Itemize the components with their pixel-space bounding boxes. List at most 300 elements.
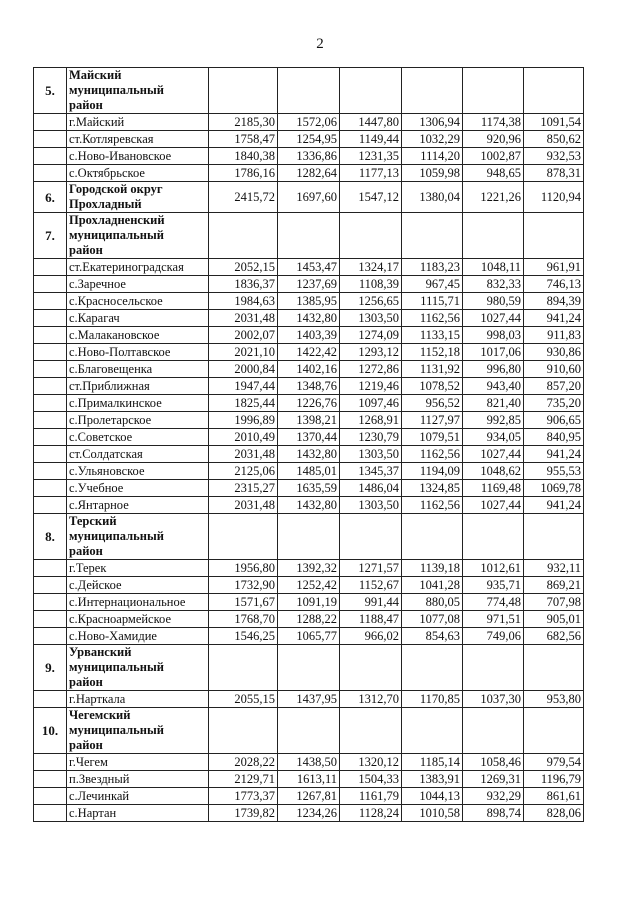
value-cell: 2021,10 — [209, 344, 278, 361]
empty-number-cell — [34, 327, 67, 344]
value-cell: 932,53 — [524, 148, 584, 165]
value-cell: 1432,80 — [278, 310, 340, 327]
value-cell: 1162,56 — [402, 310, 463, 327]
section-title — [67, 514, 209, 560]
empty-number-cell — [34, 114, 67, 131]
value-cell: 1303,50 — [340, 310, 402, 327]
table-row — [34, 259, 584, 276]
value-cell: 1079,51 — [402, 429, 463, 446]
page-number: 2 — [316, 36, 324, 52]
value-cell: 948,65 — [463, 165, 524, 182]
empty-cell — [402, 514, 463, 560]
value-cell: 1078,52 — [402, 378, 463, 395]
value-cell: 1312,70 — [340, 691, 402, 708]
settlement-name: ст.Екатериноградская — [67, 259, 209, 276]
value-cell: 898,74 — [463, 805, 524, 822]
value-cell: 2315,27 — [209, 480, 278, 497]
table-row — [34, 577, 584, 594]
section-title-line: Майский — [69, 68, 122, 82]
value-cell: 1097,46 — [340, 395, 402, 412]
empty-number-cell — [34, 788, 67, 805]
value-cell: 749,06 — [463, 628, 524, 645]
empty-number-cell — [34, 754, 67, 771]
value-cell: 1947,44 — [209, 378, 278, 395]
value-cell: 1010,58 — [402, 805, 463, 822]
value-cell: 2000,84 — [209, 361, 278, 378]
empty-number-cell — [34, 148, 67, 165]
value-cell: 932,29 — [463, 788, 524, 805]
settlement-name: с.Малакановское — [67, 327, 209, 344]
empty-number-cell — [34, 446, 67, 463]
section-number: 9. — [34, 645, 67, 691]
empty-cell — [278, 645, 340, 691]
value-cell: 1161,79 — [340, 788, 402, 805]
value-cell: 910,60 — [524, 361, 584, 378]
section-title-line: район — [69, 243, 103, 257]
empty-number-cell — [34, 344, 67, 361]
value-cell: 941,24 — [524, 446, 584, 463]
section-title — [67, 708, 209, 754]
value-cell: 1027,44 — [463, 497, 524, 514]
value-cell: 1048,62 — [463, 463, 524, 480]
empty-cell — [463, 68, 524, 114]
value-cell: 1139,18 — [402, 560, 463, 577]
value-cell: 821,40 — [463, 395, 524, 412]
value-cell: 1288,22 — [278, 611, 340, 628]
value-cell: 2031,48 — [209, 497, 278, 514]
table-row — [34, 691, 584, 708]
section-title-line: муниципальный — [69, 660, 164, 674]
settlement-name: с.Красноармейское — [67, 611, 209, 628]
value-cell: 1282,64 — [278, 165, 340, 182]
table-row — [34, 344, 584, 361]
empty-cell — [524, 514, 584, 560]
value-cell: 1230,79 — [340, 429, 402, 446]
value-cell: 1432,80 — [278, 446, 340, 463]
value-cell: 1267,81 — [278, 788, 340, 805]
empty-cell — [209, 708, 278, 754]
section-number: 6. — [34, 182, 67, 213]
empty-cell — [209, 514, 278, 560]
empty-number-cell — [34, 628, 67, 645]
value-cell: 1177,13 — [340, 165, 402, 182]
value-cell: 1188,47 — [340, 611, 402, 628]
empty-number-cell — [34, 378, 67, 395]
empty-number-cell — [34, 805, 67, 822]
value-cell: 1303,50 — [340, 497, 402, 514]
value-cell: 1840,38 — [209, 148, 278, 165]
value-cell: 1336,86 — [278, 148, 340, 165]
value-cell: 1571,67 — [209, 594, 278, 611]
settlement-name: с.Ново-Хамидие — [67, 628, 209, 645]
value-cell: 1170,85 — [402, 691, 463, 708]
settlement-name: с.Октябрьское — [67, 165, 209, 182]
value-cell: 956,52 — [402, 395, 463, 412]
empty-cell — [402, 645, 463, 691]
settlement-name: с.Учебное — [67, 480, 209, 497]
value-cell: 682,56 — [524, 628, 584, 645]
value-cell: 1131,92 — [402, 361, 463, 378]
section-title-line: Городской округ — [69, 182, 163, 196]
value-cell: 1185,14 — [402, 754, 463, 771]
empty-cell — [524, 645, 584, 691]
value-cell: 1613,11 — [278, 771, 340, 788]
empty-number-cell — [34, 361, 67, 378]
value-cell: 966,02 — [340, 628, 402, 645]
value-cell: 1447,80 — [340, 114, 402, 131]
price-table — [33, 67, 584, 822]
empty-cell — [524, 68, 584, 114]
empty-number-cell — [34, 429, 67, 446]
value-cell: 943,40 — [463, 378, 524, 395]
settlement-name: с.Карагач — [67, 310, 209, 327]
section-title-line: Прохладный — [69, 197, 142, 211]
value-cell: 1017,06 — [463, 344, 524, 361]
value-cell: 861,61 — [524, 788, 584, 805]
value-cell: 774,48 — [463, 594, 524, 611]
value-cell: 1194,09 — [402, 463, 463, 480]
empty-number-cell — [34, 560, 67, 577]
value-cell: 1219,46 — [340, 378, 402, 395]
empty-number-cell — [34, 293, 67, 310]
table-row — [34, 165, 584, 182]
value-cell: 1485,01 — [278, 463, 340, 480]
table-row — [34, 114, 584, 131]
table-row — [34, 276, 584, 293]
value-cell: 2052,15 — [209, 259, 278, 276]
empty-number-cell — [34, 691, 67, 708]
value-cell: 1773,37 — [209, 788, 278, 805]
settlement-name: с.Ново-Ивановское — [67, 148, 209, 165]
value-cell: 911,83 — [524, 327, 584, 344]
value-cell: 932,11 — [524, 560, 584, 577]
value-cell: 971,51 — [463, 611, 524, 628]
value-cell: 1758,47 — [209, 131, 278, 148]
empty-number-cell — [34, 480, 67, 497]
value-cell: 1027,44 — [463, 310, 524, 327]
empty-cell — [340, 645, 402, 691]
value-cell: 1108,39 — [340, 276, 402, 293]
value-cell: 961,91 — [524, 259, 584, 276]
empty-number-cell — [34, 611, 67, 628]
value-cell: 1398,21 — [278, 412, 340, 429]
empty-cell — [524, 213, 584, 259]
value-cell: 1226,76 — [278, 395, 340, 412]
empty-number-cell — [34, 259, 67, 276]
value-cell: 1174,38 — [463, 114, 524, 131]
empty-number-cell — [34, 577, 67, 594]
value-cell: 878,31 — [524, 165, 584, 182]
table-row — [34, 754, 584, 771]
section-title — [67, 645, 209, 691]
section-header-row — [34, 68, 584, 114]
value-cell: 2055,15 — [209, 691, 278, 708]
value-cell: 930,86 — [524, 344, 584, 361]
value-cell: 1370,44 — [278, 429, 340, 446]
table-row — [34, 378, 584, 395]
section-title-line: Урванский — [69, 645, 132, 659]
empty-cell — [524, 708, 584, 754]
value-cell: 1303,50 — [340, 446, 402, 463]
settlement-name: г.Майский — [67, 114, 209, 131]
value-cell: 979,54 — [524, 754, 584, 771]
value-cell: 1271,57 — [340, 560, 402, 577]
table-row — [34, 480, 584, 497]
value-cell: 2010,49 — [209, 429, 278, 446]
value-cell: 2031,48 — [209, 446, 278, 463]
value-cell: 1996,89 — [209, 412, 278, 429]
value-cell: 1065,77 — [278, 628, 340, 645]
settlement-name: с.Ульяновское — [67, 463, 209, 480]
value-cell: 1091,19 — [278, 594, 340, 611]
empty-number-cell — [34, 395, 67, 412]
table-row — [34, 560, 584, 577]
value-cell: 1324,85 — [402, 480, 463, 497]
value-cell: 1152,67 — [340, 577, 402, 594]
empty-number-cell — [34, 771, 67, 788]
value-cell: 1234,26 — [278, 805, 340, 822]
settlement-name: г.Нарткала — [67, 691, 209, 708]
value-cell: 1324,17 — [340, 259, 402, 276]
section-number: 10. — [34, 708, 67, 754]
value-cell: 2002,07 — [209, 327, 278, 344]
value-cell: 2028,22 — [209, 754, 278, 771]
value-cell: 1133,15 — [402, 327, 463, 344]
value-cell: 707,98 — [524, 594, 584, 611]
value-cell: 1825,44 — [209, 395, 278, 412]
value-cell: 1237,69 — [278, 276, 340, 293]
value-cell: 1486,04 — [340, 480, 402, 497]
value-cell: 1635,59 — [278, 480, 340, 497]
value-cell: 840,95 — [524, 429, 584, 446]
empty-cell — [463, 645, 524, 691]
value-cell: 1572,06 — [278, 114, 340, 131]
value-cell: 857,20 — [524, 378, 584, 395]
value-cell: 2129,71 — [209, 771, 278, 788]
empty-number-cell — [34, 131, 67, 148]
section-header-row — [34, 514, 584, 560]
empty-cell — [463, 213, 524, 259]
value-cell: 1152,18 — [402, 344, 463, 361]
value-cell: 1546,25 — [209, 628, 278, 645]
value-cell: 955,53 — [524, 463, 584, 480]
empty-cell — [463, 514, 524, 560]
settlement-name: с.Красносельское — [67, 293, 209, 310]
value-cell: 1058,46 — [463, 754, 524, 771]
empty-cell — [278, 514, 340, 560]
empty-cell — [340, 514, 402, 560]
settlement-name: ст.Солдатская — [67, 446, 209, 463]
value-cell: 1027,44 — [463, 446, 524, 463]
table-row — [34, 771, 584, 788]
empty-number-cell — [34, 412, 67, 429]
section-value-cell: 1221,26 — [463, 182, 524, 213]
section-number: 8. — [34, 514, 67, 560]
value-cell: 1149,44 — [340, 131, 402, 148]
value-cell: 1115,71 — [402, 293, 463, 310]
value-cell: 1269,31 — [463, 771, 524, 788]
settlement-name: с.Лечинкай — [67, 788, 209, 805]
value-cell: 1256,65 — [340, 293, 402, 310]
value-cell: 1012,61 — [463, 560, 524, 577]
section-value-cell: 1380,04 — [402, 182, 463, 213]
section-title-line: муниципальный — [69, 529, 164, 543]
settlement-name: с.Дейское — [67, 577, 209, 594]
section-header-row — [34, 182, 584, 213]
section-title-line: муниципальный — [69, 723, 164, 737]
table-row — [34, 611, 584, 628]
empty-cell — [278, 68, 340, 114]
value-cell: 1320,12 — [340, 754, 402, 771]
empty-cell — [340, 708, 402, 754]
value-cell: 1402,16 — [278, 361, 340, 378]
value-cell: 832,33 — [463, 276, 524, 293]
settlement-name: г.Терек — [67, 560, 209, 577]
value-cell: 1162,56 — [402, 446, 463, 463]
value-cell: 1183,23 — [402, 259, 463, 276]
value-cell: 996,80 — [463, 361, 524, 378]
table-row — [34, 412, 584, 429]
value-cell: 905,01 — [524, 611, 584, 628]
section-title-line: муниципальный — [69, 83, 164, 97]
value-cell: 1272,86 — [340, 361, 402, 378]
settlement-name: с.Ново-Полтавское — [67, 344, 209, 361]
empty-cell — [340, 68, 402, 114]
section-title — [67, 213, 209, 259]
empty-cell — [463, 708, 524, 754]
value-cell: 1069,78 — [524, 480, 584, 497]
section-number: 5. — [34, 68, 67, 114]
value-cell: 991,44 — [340, 594, 402, 611]
empty-cell — [278, 213, 340, 259]
empty-cell — [278, 708, 340, 754]
section-header-row — [34, 213, 584, 259]
empty-cell — [402, 213, 463, 259]
value-cell: 880,05 — [402, 594, 463, 611]
value-cell: 1732,90 — [209, 577, 278, 594]
value-cell: 1348,76 — [278, 378, 340, 395]
value-cell: 1956,80 — [209, 560, 278, 577]
value-cell: 1252,42 — [278, 577, 340, 594]
value-cell: 2031,48 — [209, 310, 278, 327]
value-cell: 1453,47 — [278, 259, 340, 276]
settlement-name: с.Заречное — [67, 276, 209, 293]
value-cell: 1274,09 — [340, 327, 402, 344]
value-cell: 1392,32 — [278, 560, 340, 577]
empty-cell — [402, 708, 463, 754]
value-cell: 1422,42 — [278, 344, 340, 361]
value-cell: 1059,98 — [402, 165, 463, 182]
value-cell: 1306,94 — [402, 114, 463, 131]
value-cell: 1786,16 — [209, 165, 278, 182]
section-value-cell: 1547,12 — [340, 182, 402, 213]
value-cell: 1437,95 — [278, 691, 340, 708]
value-cell: 906,65 — [524, 412, 584, 429]
empty-number-cell — [34, 276, 67, 293]
table-row — [34, 395, 584, 412]
value-cell: 1836,37 — [209, 276, 278, 293]
value-cell: 2125,06 — [209, 463, 278, 480]
value-cell: 1162,56 — [402, 497, 463, 514]
value-cell: 941,24 — [524, 310, 584, 327]
section-title-line: район — [69, 544, 103, 558]
empty-number-cell — [34, 594, 67, 611]
empty-cell — [340, 213, 402, 259]
empty-number-cell — [34, 497, 67, 514]
value-cell: 894,39 — [524, 293, 584, 310]
section-value-cell: 2415,72 — [209, 182, 278, 213]
value-cell: 935,71 — [463, 577, 524, 594]
value-cell: 1169,48 — [463, 480, 524, 497]
value-cell: 1048,11 — [463, 259, 524, 276]
settlement-name: с.Нартан — [67, 805, 209, 822]
table-row — [34, 327, 584, 344]
table-row — [34, 361, 584, 378]
value-cell: 998,03 — [463, 327, 524, 344]
value-cell: 1504,33 — [340, 771, 402, 788]
value-cell: 1032,29 — [402, 131, 463, 148]
value-cell: 828,06 — [524, 805, 584, 822]
value-cell: 1127,97 — [402, 412, 463, 429]
section-title — [67, 68, 209, 114]
empty-cell — [209, 213, 278, 259]
table-row — [34, 446, 584, 463]
value-cell: 735,20 — [524, 395, 584, 412]
empty-cell — [209, 645, 278, 691]
value-cell: 854,63 — [402, 628, 463, 645]
value-cell: 1128,24 — [340, 805, 402, 822]
table-row — [34, 310, 584, 327]
value-cell: 746,13 — [524, 276, 584, 293]
value-cell: 1077,08 — [402, 611, 463, 628]
section-value-cell: 1697,60 — [278, 182, 340, 213]
value-cell: 1037,30 — [463, 691, 524, 708]
section-title-line: Терский — [69, 514, 117, 528]
table-row — [34, 788, 584, 805]
settlement-name: с.Пролетарское — [67, 412, 209, 429]
settlement-name: с.Янтарное — [67, 497, 209, 514]
settlement-name: с.Советское — [67, 429, 209, 446]
value-cell: 941,24 — [524, 497, 584, 514]
value-cell: 1403,39 — [278, 327, 340, 344]
value-cell: 1002,87 — [463, 148, 524, 165]
table-row — [34, 148, 584, 165]
table-row — [34, 594, 584, 611]
value-cell: 1984,63 — [209, 293, 278, 310]
empty-number-cell — [34, 165, 67, 182]
section-title — [67, 182, 209, 213]
table-row — [34, 131, 584, 148]
section-title-line: район — [69, 738, 103, 752]
section-title-line: Чегемский — [69, 708, 131, 722]
value-cell: 1041,28 — [402, 577, 463, 594]
table-row — [34, 497, 584, 514]
value-cell: 1345,37 — [340, 463, 402, 480]
value-cell: 1044,13 — [402, 788, 463, 805]
section-title-line: Прохладненский — [69, 213, 165, 227]
value-cell: 1432,80 — [278, 497, 340, 514]
settlement-name: ст.Приближная — [67, 378, 209, 395]
value-cell: 2185,30 — [209, 114, 278, 131]
settlement-name: п.Звездный — [67, 771, 209, 788]
section-header-row — [34, 708, 584, 754]
settlement-name: с.Интернациональное — [67, 594, 209, 611]
value-cell: 980,59 — [463, 293, 524, 310]
value-cell: 920,96 — [463, 131, 524, 148]
value-cell: 850,62 — [524, 131, 584, 148]
table-row — [34, 293, 584, 310]
section-value-cell: 1120,94 — [524, 182, 584, 213]
